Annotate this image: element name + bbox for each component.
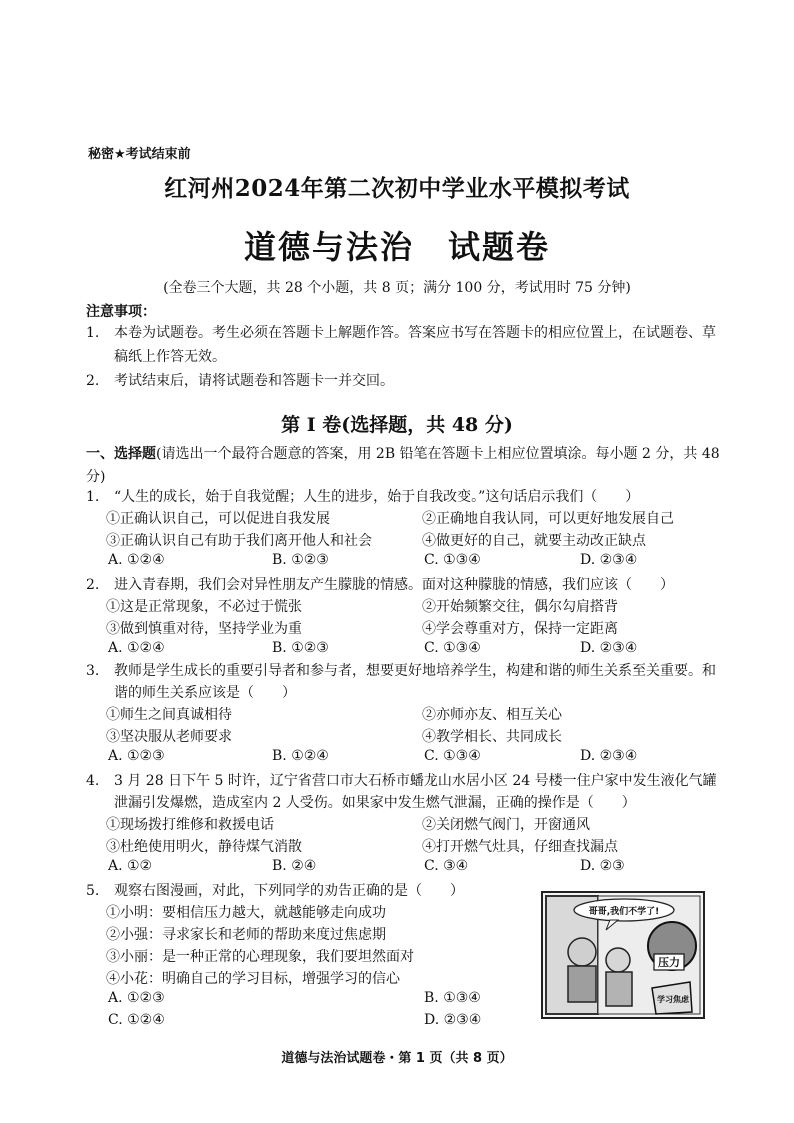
choice: B. ①②③ [272, 640, 329, 656]
question-number: 4. [86, 773, 100, 789]
question-4 [86, 770, 726, 880]
statement: ③小丽：是一种正常的心理现象，我们要坦然面对 [106, 949, 414, 965]
page-footer: 道德与法治试题卷・第 1 页（共 8 页） [281, 1051, 513, 1066]
cartoon-drawing [540, 890, 706, 1020]
subject-title: 道德与法治 试题卷 [243, 228, 550, 266]
choice: B. ①③④ [424, 990, 481, 1006]
statement: ③坚决服从老师要求 [106, 729, 232, 745]
question-stem: 观察右图漫画，对此，下列同学的劝告正确的是（ ） [114, 883, 464, 899]
question-stem: “人生的成长，始于自我觉醒；人生的进步，始于自我改变。”这句话启示我们（ ） [114, 489, 640, 505]
exam-title: 红河州2024年第二次初中学业水平模拟考试 [164, 175, 630, 202]
choice: A. ①②④ [108, 640, 165, 656]
statement: ②亦师亦友、相互关心 [422, 707, 562, 723]
statement: ②开始频繁交往，偶尔勾肩搭背 [422, 599, 618, 615]
statement: ③正确认识自己有助于我们离开他人和社会 [106, 533, 372, 549]
question-2 [86, 574, 726, 664]
question-stem: 教师是学生成长的重要引导者和参与者，想要更好地培养学生，构建和谐的师生关系至关重要。和谐的师生关系应该是（ ） [114, 663, 716, 701]
exam-meta: (全卷三个大题，共 28 个小题，共 8 页；满分 100 分，考试用时 75 分钟) [163, 280, 631, 296]
confidential-label: 秘密★考试结束前 [88, 147, 191, 162]
choice: C. ①③④ [424, 552, 481, 568]
statement: ④小花：明确自己的学习目标，增强学习的信心 [106, 971, 400, 987]
question-stem: 进入青春期，我们会对异性朋友产生朦胧的情感。面对这种朦胧的情感，我们应该（ ） [114, 577, 674, 593]
statement: ④教学相长、共同成长 [422, 729, 562, 745]
question-number: 1. [86, 489, 100, 505]
choice: B. ①②③ [272, 552, 329, 568]
note-text: 考试结束后，请将试题卷和答题卡一并交回。 [114, 373, 394, 389]
part-title: 第 I 卷(选择题，共 48 分) [281, 414, 513, 436]
choice: A. ①② [108, 858, 153, 874]
choice: C. ①③④ [424, 640, 481, 656]
statement: ②关闭燃气阀门，开窗通风 [422, 817, 590, 833]
question-number: 3. [86, 663, 100, 679]
choice: B. ②④ [272, 858, 317, 874]
statement: ④打开燃气灶具，仔细查找漏点 [422, 839, 618, 855]
statement: ③杜绝使用明火，静待煤气消散 [106, 839, 302, 855]
choice: D. ②③④ [424, 1012, 482, 1028]
question-number: 2. [86, 577, 100, 593]
question-stem: 3 月 28 日下午 5 时许，辽宁省营口市大石桥市蟠龙山水居小区 24 号楼一住户家中发生液化气罐泄漏引发爆燃，造成室内 2 人受伤。如果家中发生燃气泄漏，正确的操作是（ ） [114, 773, 717, 811]
choice: D. ②③④ [580, 552, 638, 568]
note-item [86, 321, 716, 369]
notes-heading: 注意事项： [86, 304, 156, 320]
section-heading [86, 443, 722, 489]
question-3 [86, 660, 726, 770]
note-item [86, 369, 716, 393]
choice: C. ①③④ [424, 748, 481, 764]
choice: D. ②③ [580, 858, 625, 874]
cartoon-bag-label: 学习焦虑 [657, 995, 689, 1004]
choice: C. ③④ [424, 858, 469, 874]
choice: B. ①②④ [272, 748, 329, 764]
note-text: 本卷为试题卷。考生必须在答题卡上解题作答。答案应书写在答题卡的相应位置上，在试题卷、草稿纸上作答无效。 [114, 325, 716, 365]
question-1 [86, 486, 726, 576]
choice: A. ①②③ [108, 990, 165, 1006]
statement: ①正确认识自己，可以促进自我发展 [106, 511, 330, 527]
choice: C. ①②④ [108, 1012, 165, 1028]
statement: ②小强：寻求家长和老师的帮助来度过焦虑期 [106, 927, 386, 943]
cartoon-pressure-label: 压力 [658, 956, 680, 969]
statement: ③做到慎重对待，坚持学业为重 [106, 621, 302, 637]
choice: A. ①②④ [108, 552, 165, 568]
choice: A. ①②③ [108, 748, 165, 764]
statement: ④做更好的自己，就要主动改正缺点 [422, 533, 646, 549]
choice: D. ②③④ [580, 640, 638, 656]
question-number: 5. [86, 883, 100, 899]
statement: ①师生之间真诚相待 [106, 707, 232, 723]
statement: ①现场拨打维修和救援电话 [106, 817, 274, 833]
note-number: 1. [86, 325, 100, 341]
section-instructions: (请选出一个最符合题意的答案，用 2B 铅笔在答题卡上相应位置填涂。每小题 2 分，共 48 分) [86, 446, 720, 485]
statement: ①小明：要相信压力越大，就越能够走向成功 [106, 905, 386, 921]
cartoon-bubble-text: 哥哥,我们不学了! [588, 907, 660, 917]
question-5 [86, 880, 536, 1040]
section-lead: 一、选择题 [86, 446, 156, 462]
statement: ④学会尊重对方，保持一定距离 [422, 621, 618, 637]
cartoon-illustration [540, 890, 706, 1020]
statement: ①这是正常现象，不必过于慌张 [106, 599, 302, 615]
note-number: 2. [86, 373, 100, 389]
choice: D. ②③④ [580, 748, 638, 764]
statement: ②正确地自我认同，可以更好地发展自己 [422, 511, 674, 527]
